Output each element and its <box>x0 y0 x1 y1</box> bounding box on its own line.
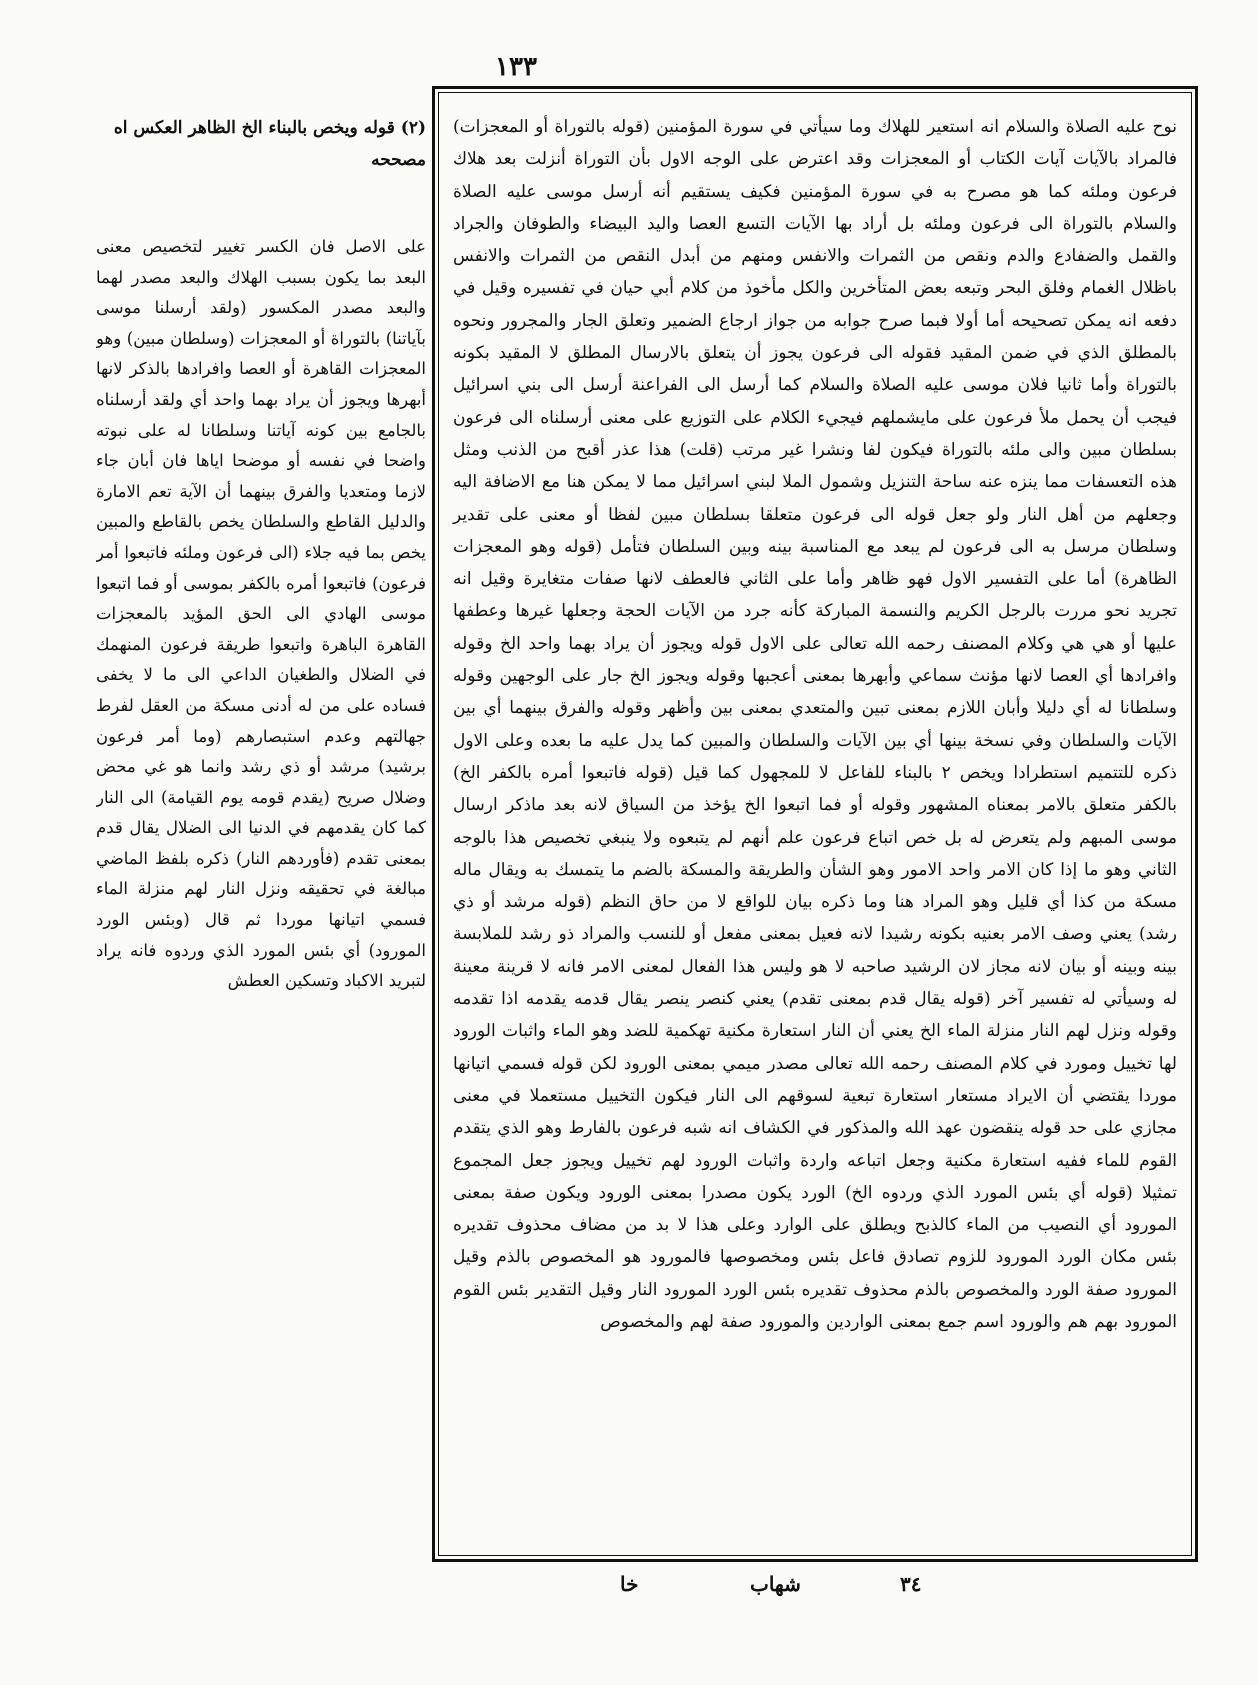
main-text-frame <box>438 92 1192 1556</box>
main-text-block <box>453 111 1177 1338</box>
margin-text-block <box>96 232 426 1492</box>
main-text: نوح عليه الصلاة والسلام انه استعير للهلاك وما سيأتي في سورة المؤمنين (قوله بالتوراة أو المعجزات) فالمراد بالآيات آيات الكتاب أو المعجزات وقد اعترض على الوجه الاول بأن التوراة أنزلت بعد هلاك فرعون وملئه كما هو مصرح به في سورة المؤمنين فكيف يستقيم أنه أرسل موسى عليه الصلاة والسلام بالتوراة الى فرعون وملئه بل أراد بها الآيات التسع العصا واليد البيضاء والطوفان والجراد والقمل والضفادع والدم ونقص من الثمرات والانفس ومنهم من أبدل النقص من الثمرات والانفس باظلال الغمام وفلق البحر وتبعه بعض المتأخرين والكل مأخوذ من كلام أبي حيان في تفسيره وقيل في دفعه انه يمكن تصحيحه أما أولا فبما صرح جوابه من جواز ارجاع الضمير وتعلق الجار والمجرور ونحوه بالمطلق الذي في ضمن المقيد فقوله الى فرعون يجوز أن يتعلق بالارسال المطلق لا المقيد بكونه بالتوراة وأما ثانيا فلان موسى عليه الصلاة والسلام كما أرسل الى الفراعنة أرسل الى بني اسرائيل فيجب أن يحمل ملأ فرعون على مايشملهم فيجيء الكلام على التوزيع على معنى أرسلناه الى فرعون بسلطان مبين والى ملئه بالتوراة فيكون لفا ونشرا غير مرتب (قلت) هذا عذر أقبح من الذنب ومثل هذه التعسفات مما ينزه عنه ساحة التنزيل وشمول الملا لبني اسرائيل مما لا يمكن هنا مع الاضافة اليه وجعلهم من أهل النار ولو جعل قوله الى فرعون متعلقا بسلطان مبين لفظا أو معنى على تقدير وسلطان مرسل به الى فرعون لم يبعد مع المناسبة بينه وبين السلطان فتأمل (قوله وهو المعجزات الظاهرة) أما على التفسير الاول فهو ظاهر وأما على الثاني فالعطف لانها صفات متغايرة وقيل انه تجريد نحو مررت بالرجل الكريم والنسمة المباركة كأنه جرد من الآيات الحجة وجعلها غيرها وعطفها عليها أو هي هي وكلام المصنف رحمه الله تعالى على الاول قوله ويجوز أن يراد بهما واحد الخ وقوله وافرادها أي العصا لانها مؤنث سماعي وأبهرها بمعنى أعجبها وقوله ويجوز الخ جار على الوجهين وقوله وسلطانا له أي دليلا وأبان اللازم بمعنى تبين والمتعدي بمعنى بين وأظهر وقوله والفرق بينهما أي بين الآيات والسلطان وفي نسخة بينها أي بين الآيات والسلطان والمبين كما يدل عليه ما بعده وعلى الاول ذكره للتتميم استطرادا ويخص ٢ بالبناء للفاعل لا للمجهول كما قيل (قوله فاتبعوا أمره بالكفر الخ) بالكفر متعلق بالامر بمعناه المشهور وقوله أو فما اتبعوا الخ يؤخذ من السياق لانه بعد ماذكر ارسال موسى المبهم ولم يتعرض له بل خص اتباع فرعون علم أنهم لم يتبعوه ولا ينبغي تخصيص هذا بالوجه الثاني وهو ما إذا كان الامر واحد الامور وهو الشأن والطريقة والمسكة بالضم ما يتمسك به ويقال ماله مسكة من كذا أي قليل وهو المراد هنا وما ذكره بيان للواقع لا من حاق النظم (قوله مرشد أو ذي رشد) يعني وصف الامر بعنيه بكونه رشيدا لانه فعيل بمعنى مفعل أو للنسب والمراد ذو رشد للملابسة بينه وبينه أو بيان لانه مجاز لان الرشيد صاحبه لا هو وليس هذا الفعال لمعنى الامر فانه لا قرينة معينة له وسيأتي له تفسير آخر (قوله يقال قدم بمعنى تقدم) يعني كنصر ينصر يقال قدمه يقدمه اذا تقدمه وقوله ونزل لهم النار منزلة الماء الخ يعني أن النار استعارة مكنية تهكمية للضد وهو الماء واثبات الورود لها تخييل ومورد في كلام المصنف رحمه الله تعالى مصدر ميمي بمعنى الورود لكن قوله فسمي اتيانها موردا يقتضي أن الايراد مستعار استعارة تبعية لسوقهم الى النار فيكون التخييل مستعملا في معنى مجازي على حد قوله ينقضون عهد الله والمذكور في الكشاف انه شبه فرعون بالفارط وهو الذي يتقدم القوم للماء ففيه استعارة مكنية وجعل اتباعه واردة واثبات الورود لهم تخييل ويجوز جعل المجموع تمثيلا (قوله أي بئس المورد الذي وردوه الخ) الورد يكون مصدرا بمعنى الورود ويكون صفة بمعنى المورود أي النصيب من الماء كالذبح ويطلق على الوارد وعلى هذا لا بد من مضاف محذوف تقديره بئس مكان الورد المورود للزوم تصادق فاعل بئس ومخصوصها فالمورود هو المخصوص بالذم وقيل المورود صفة الورد والمخصوص بالذم محذوف تقديره بئس الورد المورود النار وقيل التقدير بئس القوم المورود بهم هم والورود اسم جمع بمعنى الواردين والمورود صفة لهم والمخصوص <box>453 117 1177 1332</box>
margin-text: على الاصل فان الكسر تغيير لتخصيص معنى البعد بما يكون بسبب الهلاك والبعد مصدر لهما والبعد مصدر المكسور (ولقد أرسلنا موسى بآياتنا) بالتوراة أو المعجزات (وسلطان مبين) وهو المعجزات القاهرة أو العصا وافرادها بالذكر لانها أبهرها ويجوز أن يراد بهما واحد أي ولقد أرسلناه بالجامع بين كونه آياتنا وسلطانا له على نبوته واضحا في نفسه أو موضحا اياها فان أبان جاء لازما ومتعديا والفرق بينهما أن الآية تعم الامارة والدليل القاطع والسلطان يخص بالقاطع والمبين يخص بما فيه جلاء (الى فرعون وملئه فاتبعوا أمر فرعون) فاتبعوا أمره بالكفر بموسى أو فما اتبعوا موسى الهادي الى الحق المؤيد بالمعجزات القاهرة الباهرة واتبعوا طريقة فرعون المنهمك في الضلال والطغيان الداعي الى ما لا يخفى فساده على من له أدنى مسكة من العقل لفرط جهالتهم وعدم استبصارهم (وما أمر فرعون برشيد) مرشد أو ذي رشد وانما هو غي محض وضلال صريح (يقدم قومه يوم القيامة) الى النار كما كان يقدمهم في الدنيا الى الضلال يقال قدم بمعنى تقدم (فأوردهم النار) ذكره بلفظ الماضي مبالغة في تحقيقه ونزل النار لهم منزلة الماء فسمي اتيانها موردا ثم قال (وبئس الورد المورود) أي بئس المورد الذي وردوه فانه يراد لتبريد الاكباد وتسكين العطش <box>96 237 426 991</box>
signature-number: ٣٤ <box>900 1572 922 1596</box>
page-number: ١٣٣ <box>495 52 537 82</box>
margin-correction-note: (٢) قوله ويخص بالبناء الخ الظاهر العكس اه مصححه <box>113 118 426 170</box>
signature-name: شهاب <box>750 1572 801 1596</box>
signature-mark: خا <box>620 1572 639 1596</box>
